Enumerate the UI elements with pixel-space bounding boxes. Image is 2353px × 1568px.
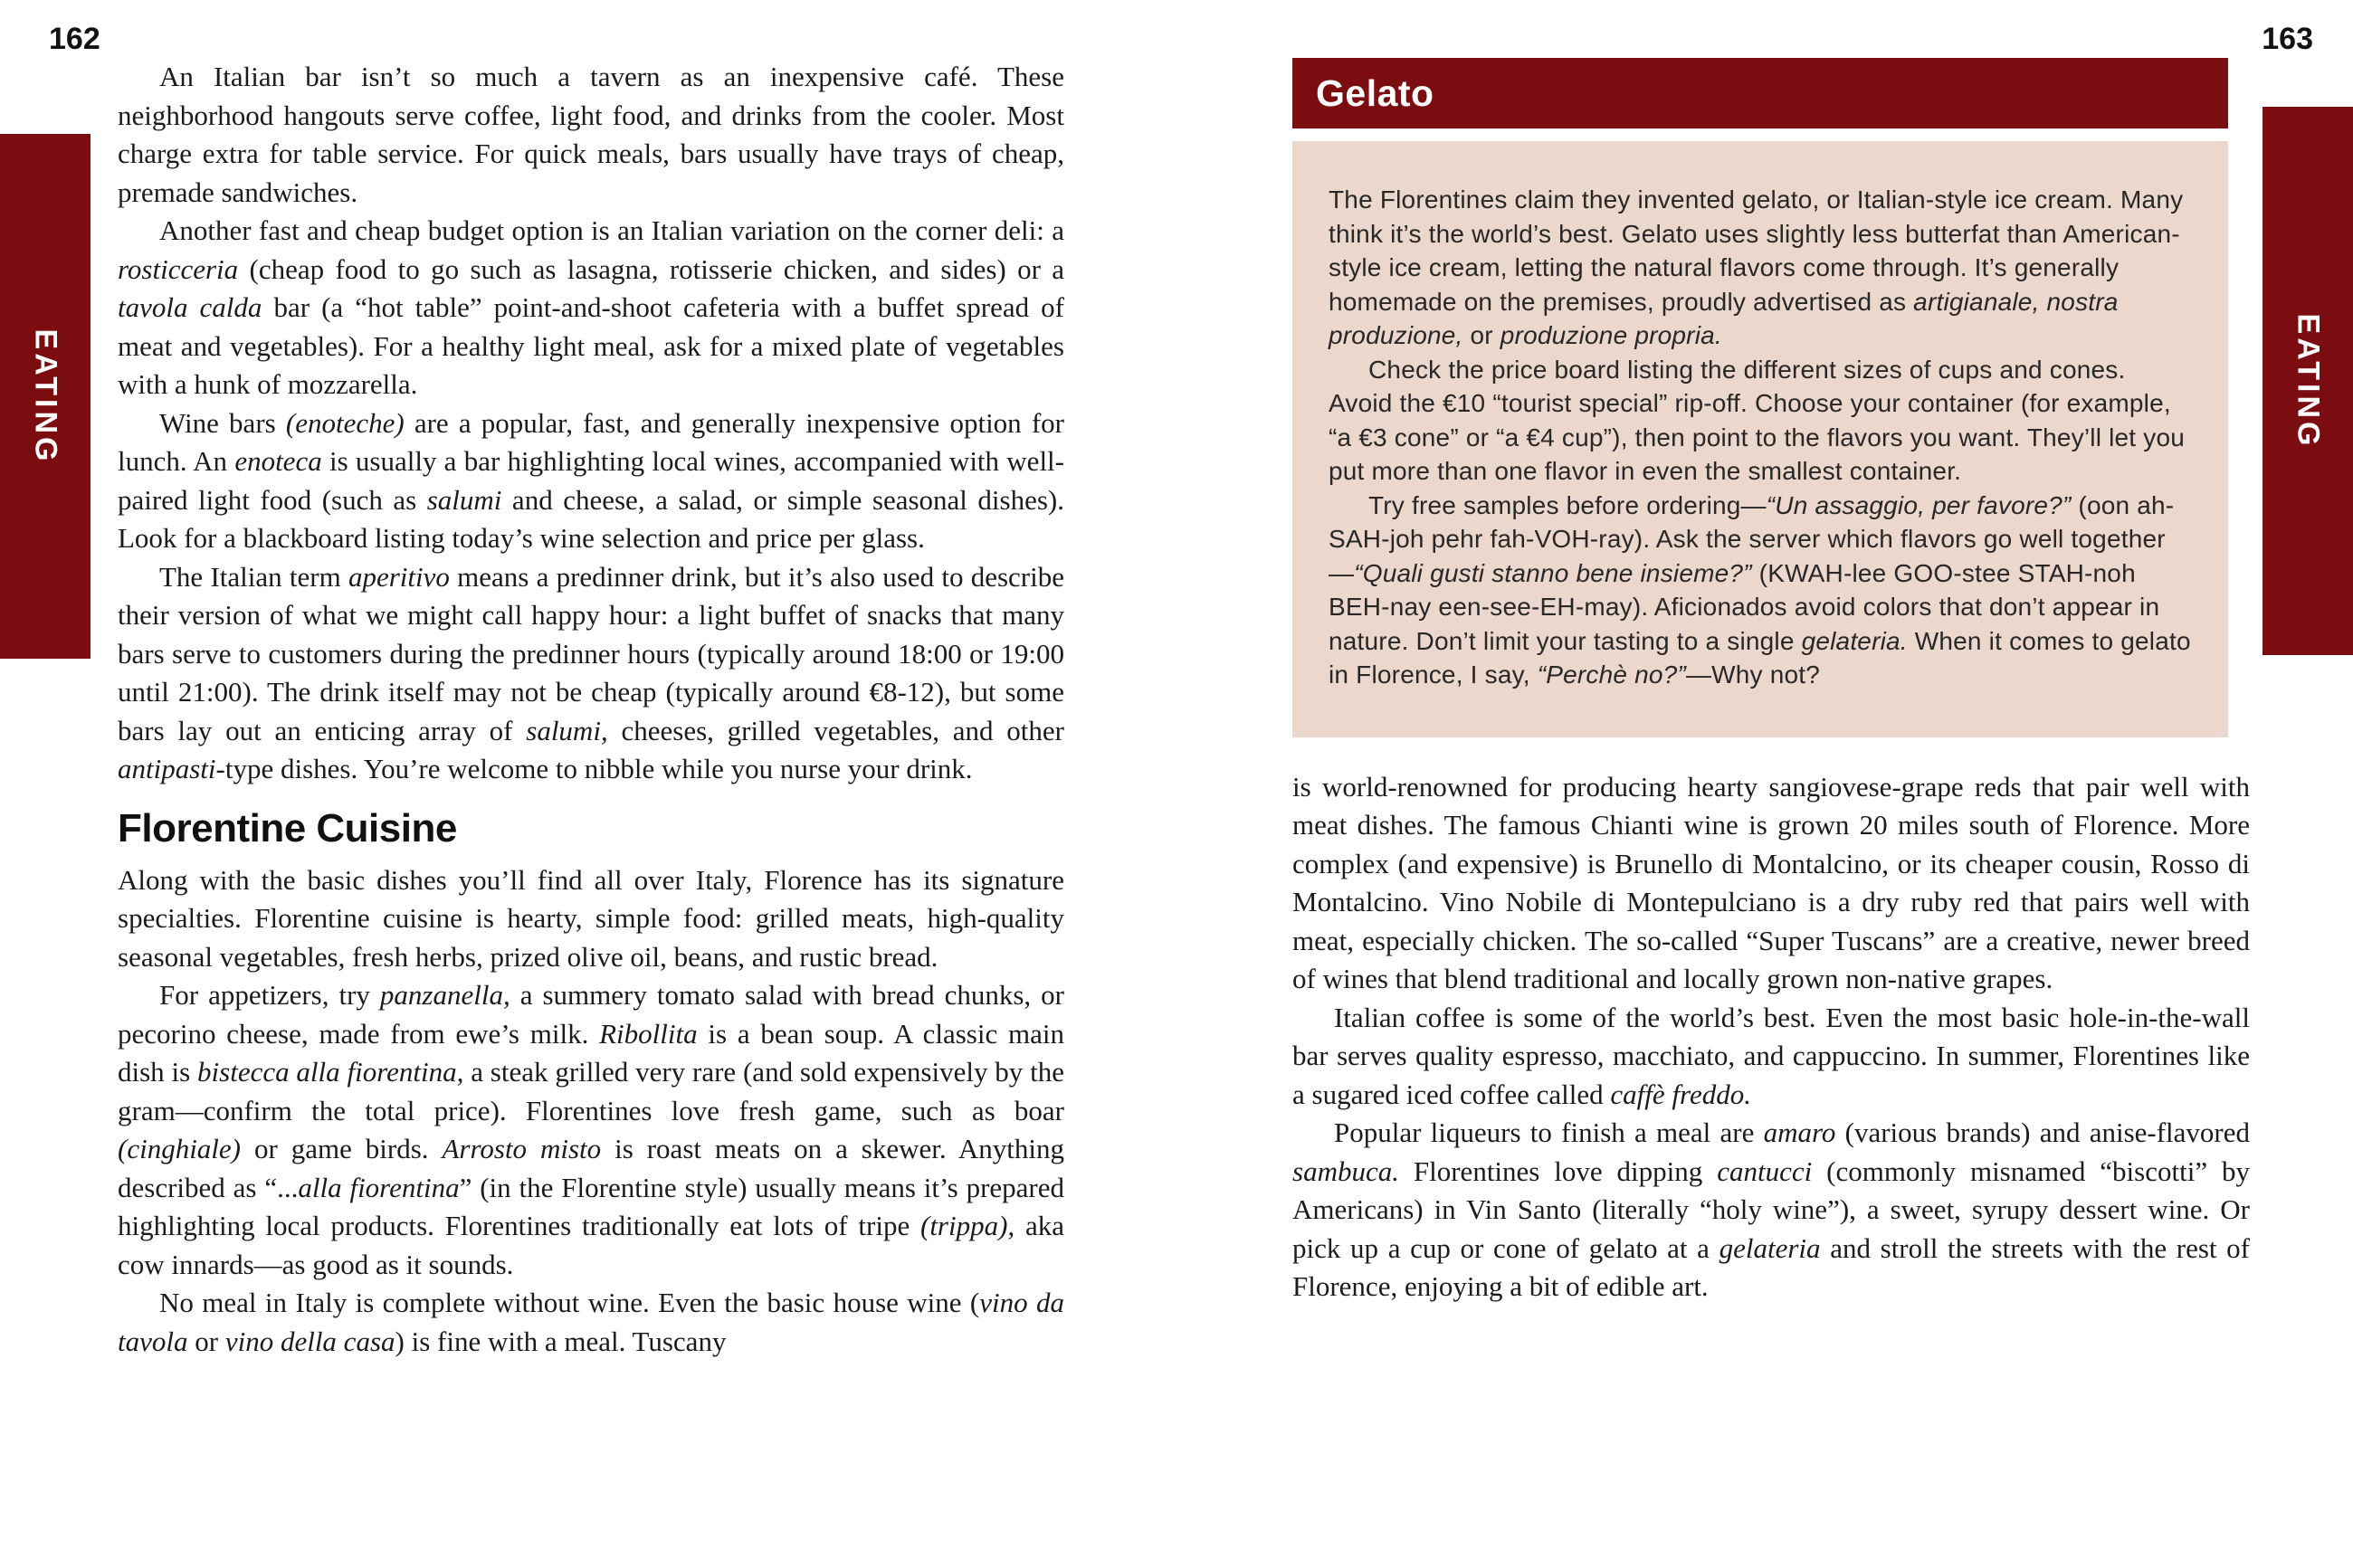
right-page-body — [1292, 768, 2250, 1307]
eating-tab-label: EATING — [28, 328, 63, 464]
eating-chapter-tab-right — [2262, 107, 2353, 655]
paragraph: The Italian term aperitivo means a predinner drink, but it’s also used to describe their version of what we might call happy hour: a light buffet of snacks that many bars serve to customers during the predinner hours (typically around 18:00 or 19:00 until 21:00). The drink itself may not be cheap (typically around €8-12), but some bars lay out an enticing array of salumi, cheeses, grilled vegetables, and other antipasti-type dishes. You’re welcome to nibble while you nurse your drink. — [118, 560, 1064, 784]
paragraph: is world-renowned for producing hearty sangiovese-grape reds that pair well with meat dishes. The famous Chianti wine is grown 20 miles south of Florence. More complex (and expensive) is Brunello di Montalcino, or its cheaper cousin, Rosso di Montalcino. Vino Nobile di Montepulciano is a dry ruby red that pairs well with meat, especially chicken. The so-called “Super Tuscans” are a creative, newer breed of wines that blend traditional and locally grown non-native grapes. — [1292, 770, 2250, 994]
right-page-text-column — [1292, 58, 2250, 1307]
gelato-sidebar-header — [1292, 58, 2228, 128]
gelato-sidebar-title: Gelato — [1316, 71, 1434, 114]
sidebar-paragraph: Try free samples before ordering—“Un assaggio, per favore?” (oon ah-SAH-joh pehr fah-VOH-ray). Ask the server which flavors go well together—“Quali gusti stanno bene insieme?” (KWAH-lee GOO-stee STAH-noh BEH-nay een-see-EH-may). Aficionados avoid colors that don’t appear in nature. Don’t limit your tasting to a single gelateria. When it comes to gelato in Florence, I say, “Perchè no?”—Why not? — [1329, 490, 2191, 689]
left-page-text-column — [118, 58, 1064, 1361]
paragraph: No meal in Italy is complete without wine. Even the basic house wine (vino da tavola or vino della casa) is fine with a meal. Tuscany — [118, 1287, 1065, 1357]
paragraph: Along with the basic dishes you’ll find all over Italy, Florence has its signature specialties. Florentine cuisine is hearty, simple food: grilled meats, high-quality seasonal vegetables, fresh herbs, prized olive oil, beans, and rustic bread. — [118, 863, 1064, 973]
eating-tab-label: EATING — [2291, 313, 2326, 449]
paragraph: Italian coffee is some of the world’s best. Even the most basic hole-in-the-wall bar serves quality espresso, macchiato, and cappuccino. In summer, Florentines like a sugared iced coffee called caffè freddo. — [1292, 1001, 2250, 1110]
section-heading-florentine-cuisine: Florentine Cuisine — [118, 805, 457, 851]
paragraph: An Italian bar isn’t so much a tavern as an inexpensive café. These neighborhood hangouts serve coffee, light food, and drinks from the cooler. Most charge extra for table service. For quick meals, bars usually have trays of cheap, premade sandwiches. — [118, 61, 1064, 208]
sidebar-paragraph: The Florentines claim they invented gelato, or Italian-style ice cream. Many think it’s the world’s best. Gelato uses slightly less butterfat than American-style ice cream, letting the natural flavors come through. It’s generally homemade on the premises, proudly advertised as artigianale, nostra produzione, or produzione propria. — [1329, 185, 2184, 349]
eating-chapter-tab-left — [0, 134, 90, 659]
gelato-sidebar-body — [1292, 141, 2228, 737]
paragraph: Popular liqueurs to finish a meal are amaro (various brands) and anise-flavored sambuca. Florentines love dipping cantucci (commonly misnamed “biscotti” by Americans) in Vin Santo (literally “holy wine”), a sweet, syrupy dessert wine. Or pick up a cup or cone of gelato at a gelateria and stroll the streets with the rest of Florence, enjoying a bit of edible art. — [1292, 1117, 2250, 1302]
sidebar-paragraph: Check the price board listing the different sizes of cups and cones. Avoid the €10 “tourist special” rip-off. Choose your container (for example, “a €3 cone” or “a €4 cup”), then point to the flavors you want. They’ll let you put more than one flavor in even the smallest container. — [1329, 355, 2186, 485]
right-page-number: 163 — [2262, 22, 2313, 56]
left-page-number: 162 — [49, 22, 100, 56]
paragraph: Another fast and cheap budget option is an Italian variation on the corner deli: a rosticceria (cheap food to go such as lasagna, rotisserie chicken, and sides) or a tavola calda bar (a “hot table” point-and-shoot cafeteria with a buffet spread of meat and vegetables). For a healthy light meal, ask for a mixed plate of vegetables with a hunk of mozzarella. — [118, 214, 1064, 400]
paragraph: For appetizers, try panzanella, a summery tomato salad with bread chunks, or pecorino cheese, made from ewe’s milk. Ribollita is a bean soup. A classic main dish is bistecca alla fiorentina, a steak grilled very rare (and sold expensively by the gram—confirm the total price). Florentines love fresh game, such as boar (cinghiale) or game birds. Arrosto misto is roast meats on a skewer. Anything described as “...alla fiorentina” (in the Florentine style) usually means it’s prepared highlighting local products. Florentines traditionally eat lots of tripe (trippa), aka cow innards—as good as it sounds. — [118, 979, 1065, 1280]
paragraph: Wine bars (enoteche) are a popular, fast, and generally inexpensive option for lunch. An enoteca is usually a bar highlighting local wines, accompanied with well-paired light food (such as salumi and cheese, a salad, or simple seasonal dishes). Look for a blackboard listing today’s wine selection and price per glass. — [118, 406, 1064, 554]
